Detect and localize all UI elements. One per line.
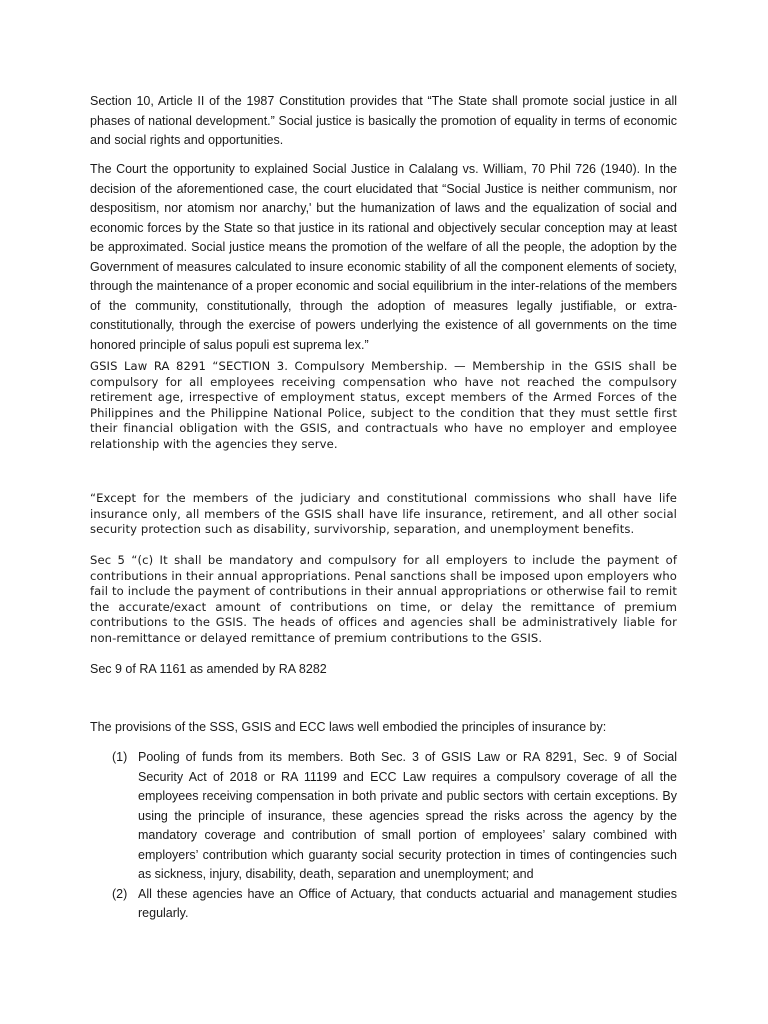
list-item-text: All these agencies have an Office of Actuary, that conducts actuarial and management studies regularly. [138,886,677,920]
insurance-principles-list [90,748,677,924]
paragraph-sec-5: Sec 5 “(c) It shall be mandatory and compulsory for all employers to include the payment of contributions in their annual appropriations. Penal sanctions shall be imposed upon employers who fail to include the payment of contributions in their annual appropriations or otherwise fail to remit the accurate/exact amount of contributions on time, or delay the remittance of premium contributions to the GSIS. The heads of offices and agencies shall be administratively liable for non-remittance or delayed remittance of premium contributions to the GSIS. [90,553,677,645]
list-item [90,885,677,924]
list-marker: (1) [112,750,128,764]
paragraph-constitution: Section 10, Article II of the 1987 Constitution provides that “The State shall promote social justice in all phases of national development.” Social justice is basically the promotion of equality in terms of economic and social rights and opportunities. [90,94,677,147]
paragraph-calalang-case: The Court the opportunity to explained Social Justice in Calalang vs. William, 70 Phil 726 (1940). In the decision of the aforementioned case, the court elucidated that “Social Justice is neither communism, nor despositism, nor atomism nor anarchy,' but the humanization of laws and the equalization of social and economic forces by the State so that justice in its rational and objectively secular conception may at least be approximated. Social justice means the promotion of the welfare of all the people, the adoption by the Government of measures calculated to insure economic stability of all the component elements of society, through the maintenance of a proper economic and social equilibrium in the inter-relations of the members of the community, constitutionally, through the adoption of measures legally justifiable, or extra-constitutionally, through the exercise of powers underlying the existence of all governments on the time honored principle of salus populi est suprema lex.” [90,162,677,352]
paragraph-gsis-section-3: GSIS Law RA 8291 “SECTION 3. Compulsory Membership. — Membership in the GSIS shall be compulsory for all employees receiving compensation who have not reached the compulsory retirement age, irrespective of employment status, except members of the Armed Forces of the Philippines and the Philippine National Police, subject to the condition that they must settle first their financial obligation with the GSIS, and contractuals who have no employer and employee relationship with the agencies they serve. [90,359,677,451]
paragraph-insurance-principles-intro: The provisions of the SSS, GSIS and ECC laws well embodied the principles of insurance by: [90,720,607,734]
paragraph-gsis-life-insurance: “Except for the members of the judiciary and constitutional commissions who shall have life insurance only, all members of the GSIS shall have life insurance, retirement, and all other social security protection such as disability, survivorship, separation, and unemployment benefits. [90,491,677,537]
list-marker: (2) [112,886,128,901]
paragraph-sec-9-reference: Sec 9 of RA 1161 as amended by RA 8282 [90,662,327,676]
list-item-text: Pooling of funds from its members. Both Sec. 3 of GSIS Law or RA 8291, Sec. 9 of Social Security Act of 2018 or RA 11199 and ECC Law requires a compulsory coverage of all the employees receiving compensation in both private and public sectors with certain exceptions. By using the principle of insurance, these agencies spread the risks across the agency by the mandatory coverage and contribution of small portion of employees’ salary combined with employers’ contribution which guaranty social security protection in times of contingencies such as sickness, injury, disability, death, separation and unemployment; and [138,750,677,881]
list-item [90,748,677,885]
